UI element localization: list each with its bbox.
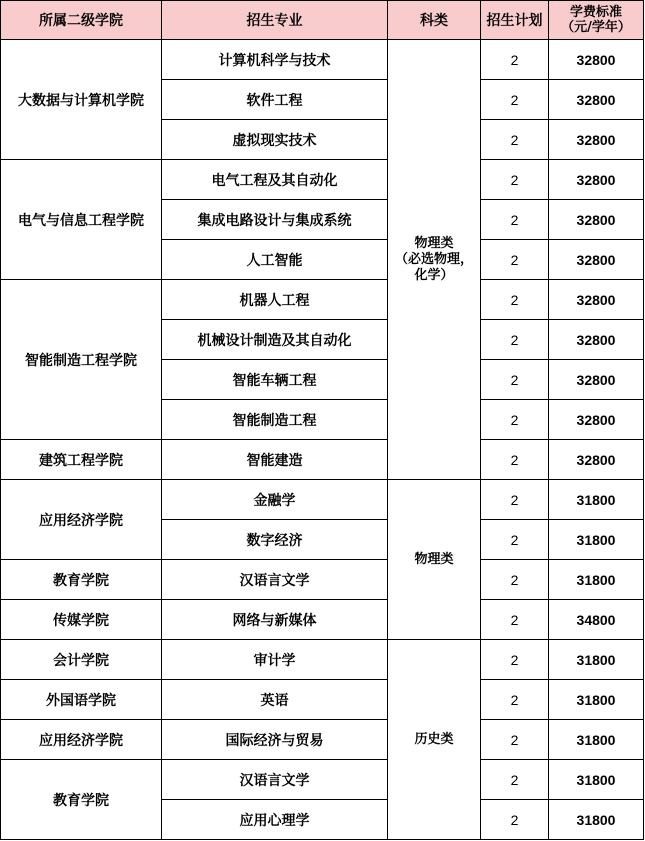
major-cell: 网络与新媒体 [162,600,388,640]
table-row [1,160,644,200]
fee-cell: 31800 [549,760,644,800]
fee-cell: 32800 [549,40,644,80]
plan-cell: 2 [481,520,549,560]
major-cell: 软件工程 [162,80,388,120]
plan-cell: 2 [481,600,549,640]
fee-cell: 31800 [549,640,644,680]
major-cell: 数字经济 [162,520,388,560]
table-row [1,280,644,320]
header-fee-line2: （元/学年） [561,20,631,35]
header-plan: 招生计划 [481,1,549,40]
plan-cell: 2 [481,400,549,440]
fee-cell: 32800 [549,400,644,440]
plan-cell: 2 [481,560,549,600]
plan-cell: 2 [481,640,549,680]
plan-cell: 2 [481,320,549,360]
plan-cell: 2 [481,760,549,800]
subject-line: （必选物理， [394,251,473,267]
plan-cell: 2 [481,720,549,760]
college-cell: 应用经济学院 [1,480,162,560]
fee-cell: 32800 [549,360,644,400]
fee-cell: 31800 [549,680,644,720]
college-cell: 教育学院 [1,560,162,600]
plan-cell: 2 [481,440,549,480]
college-cell: 智能制造工程学院 [1,280,162,440]
fee-cell: 31800 [549,800,644,840]
fee-cell: 32800 [549,160,644,200]
fee-cell: 31800 [549,480,644,520]
header-major: 招生专业 [162,1,388,40]
plan-cell: 2 [481,200,549,240]
table-row [1,600,644,640]
college-cell: 应用经济学院 [1,720,162,760]
plan-cell: 2 [481,80,549,120]
subject-cell: 物理类 [388,480,481,640]
major-cell: 人工智能 [162,240,388,280]
table-row [1,640,644,680]
fee-cell: 32800 [549,320,644,360]
plan-cell: 2 [481,240,549,280]
major-cell: 机械设计制造及其自动化 [162,320,388,360]
table-row [1,40,644,80]
major-cell: 智能建造 [162,440,388,480]
subject-line: 化学） [414,267,454,283]
subject-cell [388,40,481,480]
header-row [1,1,644,40]
major-cell: 金融学 [162,480,388,520]
table-row [1,760,644,800]
plan-cell: 2 [481,160,549,200]
fee-cell: 32800 [549,440,644,480]
major-cell: 机器人工程 [162,280,388,320]
fee-cell: 32800 [549,120,644,160]
major-cell: 审计学 [162,640,388,680]
header-fee [549,1,644,40]
college-cell: 电气与信息工程学院 [1,160,162,280]
major-cell: 英语 [162,680,388,720]
fee-cell: 31800 [549,520,644,560]
table-row [1,560,644,600]
major-cell: 汉语言文学 [162,760,388,800]
plan-cell: 2 [481,360,549,400]
college-cell: 会计学院 [1,640,162,680]
major-cell: 汉语言文学 [162,560,388,600]
fee-cell: 32800 [549,280,644,320]
fee-cell: 32800 [549,80,644,120]
table-row [1,480,644,520]
major-cell: 国际经济与贸易 [162,720,388,760]
header-fee-line1: 学费标准 [569,5,622,20]
table-row [1,680,644,720]
plan-cell: 2 [481,40,549,80]
college-cell: 建筑工程学院 [1,440,162,480]
fee-cell: 31800 [549,720,644,760]
fee-cell: 31800 [549,560,644,600]
plan-cell: 2 [481,280,549,320]
table-row [1,720,644,760]
subject-cell: 历史类 [388,640,481,840]
fee-cell: 32800 [549,240,644,280]
major-cell: 虚拟现实技术 [162,120,388,160]
header-college: 所属二级学院 [1,1,162,40]
major-cell: 应用心理学 [162,800,388,840]
fee-cell: 34800 [549,600,644,640]
major-cell: 智能车辆工程 [162,360,388,400]
college-cell: 外国语学院 [1,680,162,720]
plan-cell: 2 [481,480,549,520]
major-cell: 集成电路设计与集成系统 [162,200,388,240]
table-row [1,440,644,480]
major-cell: 计算机科学与技术 [162,40,388,80]
fee-cell: 32800 [549,200,644,240]
college-cell: 大数据与计算机学院 [1,40,162,160]
college-cell: 传媒学院 [1,600,162,640]
header-subject: 科类 [388,1,481,40]
plan-cell: 2 [481,680,549,720]
plan-cell: 2 [481,120,549,160]
subject-line: 物理类 [414,235,454,251]
major-cell: 智能制造工程 [162,400,388,440]
major-cell: 电气工程及其自动化 [162,160,388,200]
plan-cell: 2 [481,800,549,840]
college-cell: 教育学院 [1,760,162,840]
